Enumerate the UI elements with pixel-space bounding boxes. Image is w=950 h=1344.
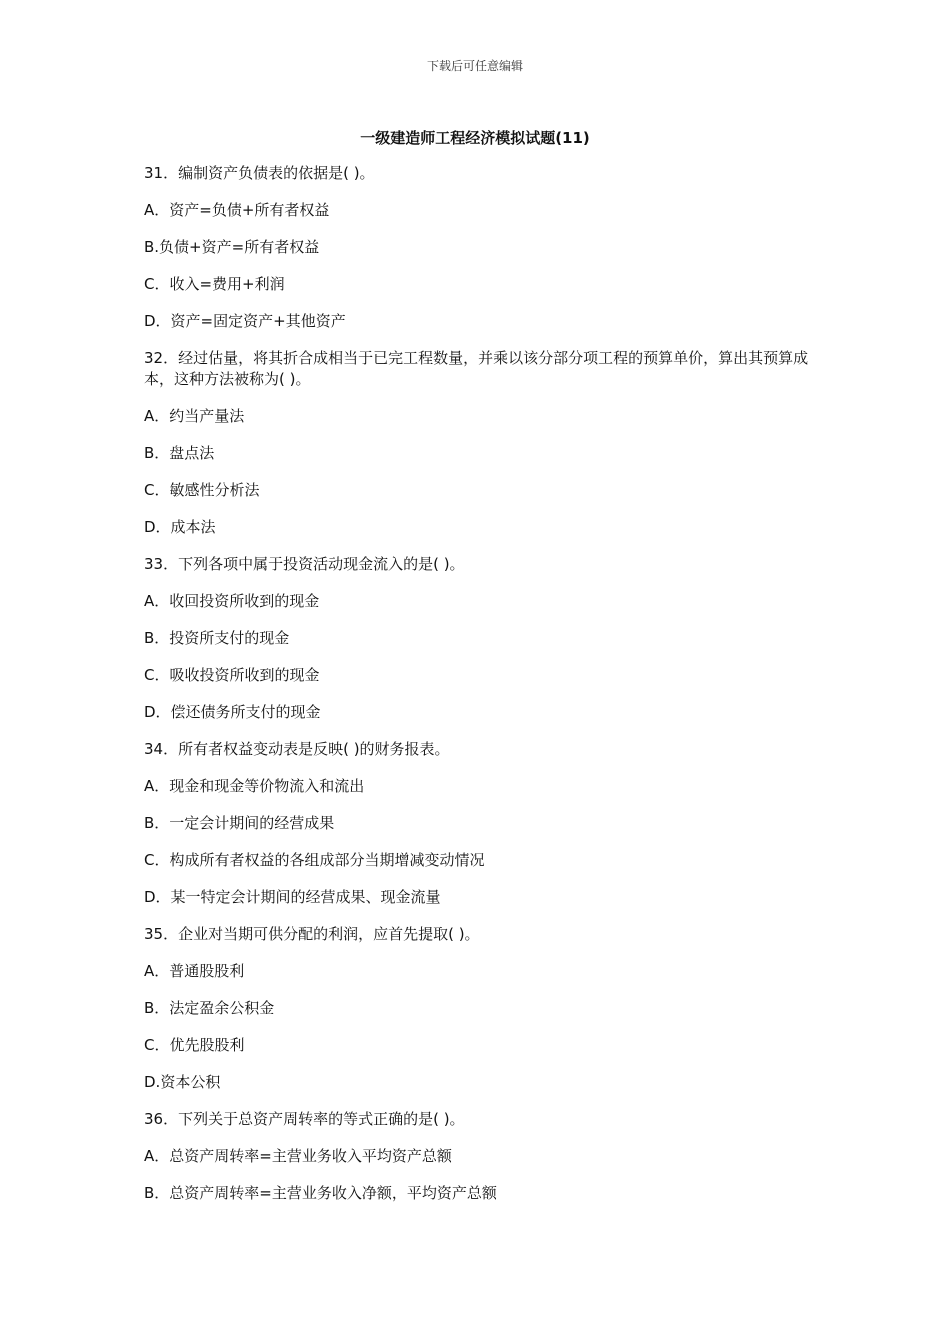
header-note: 下载后可任意编辑 [426,59,523,73]
option-36-a: A．总资产周转率=主营业务收入平均资产总额 [144,1147,452,1165]
option-32-c: C．敏感性分析法 [144,481,260,499]
document-title: 一级建造师工程经济模拟试题(11) [360,129,590,147]
option-33-c: C．吸收投资所收到的现金 [144,666,320,684]
document-body [144,163,809,1220]
question-32: 32．经过估量，将其折合成相当于已完工程数量，并乘以该分部分项工程的预算单价，算出其预算成本，这种方法被称为( )。 [144,349,809,388]
option-36-b: B．总资产周转率=主营业务收入净额，平均资产总额 [144,1184,497,1202]
option-35-c: C．优先股股利 [144,1036,245,1054]
option-31-d: D．资产=固定资产+其他资产 [144,312,346,330]
option-34-d: D．某一特定会计期间的经营成果、现金流量 [144,888,441,906]
option-34-c: C．构成所有者权益的各组成部分当期增减变动情况 [144,851,485,869]
option-32-b: B．盘点法 [144,444,215,462]
option-31-b: B.负债+资产=所有者权益 [144,238,320,256]
option-33-d: D．偿还债务所支付的现金 [144,703,321,721]
option-35-b: B．法定盈余公积金 [144,999,275,1017]
question-34: 34．所有者权益变动表是反映( )的财务报表。 [144,740,450,758]
option-31-a: A．资产=负债+所有者权益 [144,201,330,219]
option-32-d: D．成本法 [144,518,216,536]
option-35-a: A．普通股股利 [144,962,245,980]
option-35-d: D.资本公积 [144,1073,221,1091]
option-32-a: A．约当产量法 [144,407,245,425]
option-34-a: A．现金和现金等价物流入和流出 [144,777,365,795]
option-34-b: B．一定会计期间的经营成果 [144,814,335,832]
question-31: 31．编制资产负债表的依据是( )。 [144,164,375,182]
option-31-c: C．收入=费用+利润 [144,275,285,293]
question-36: 36．下列关于总资产周转率的等式正确的是( )。 [144,1110,465,1128]
option-33-b: B．投资所支付的现金 [144,629,290,647]
option-33-a: A．收回投资所收到的现金 [144,592,320,610]
question-33: 33．下列各项中属于投资活动现金流入的是( )。 [144,555,465,573]
question-35: 35．企业对当期可供分配的利润，应首先提取( )。 [144,925,480,943]
